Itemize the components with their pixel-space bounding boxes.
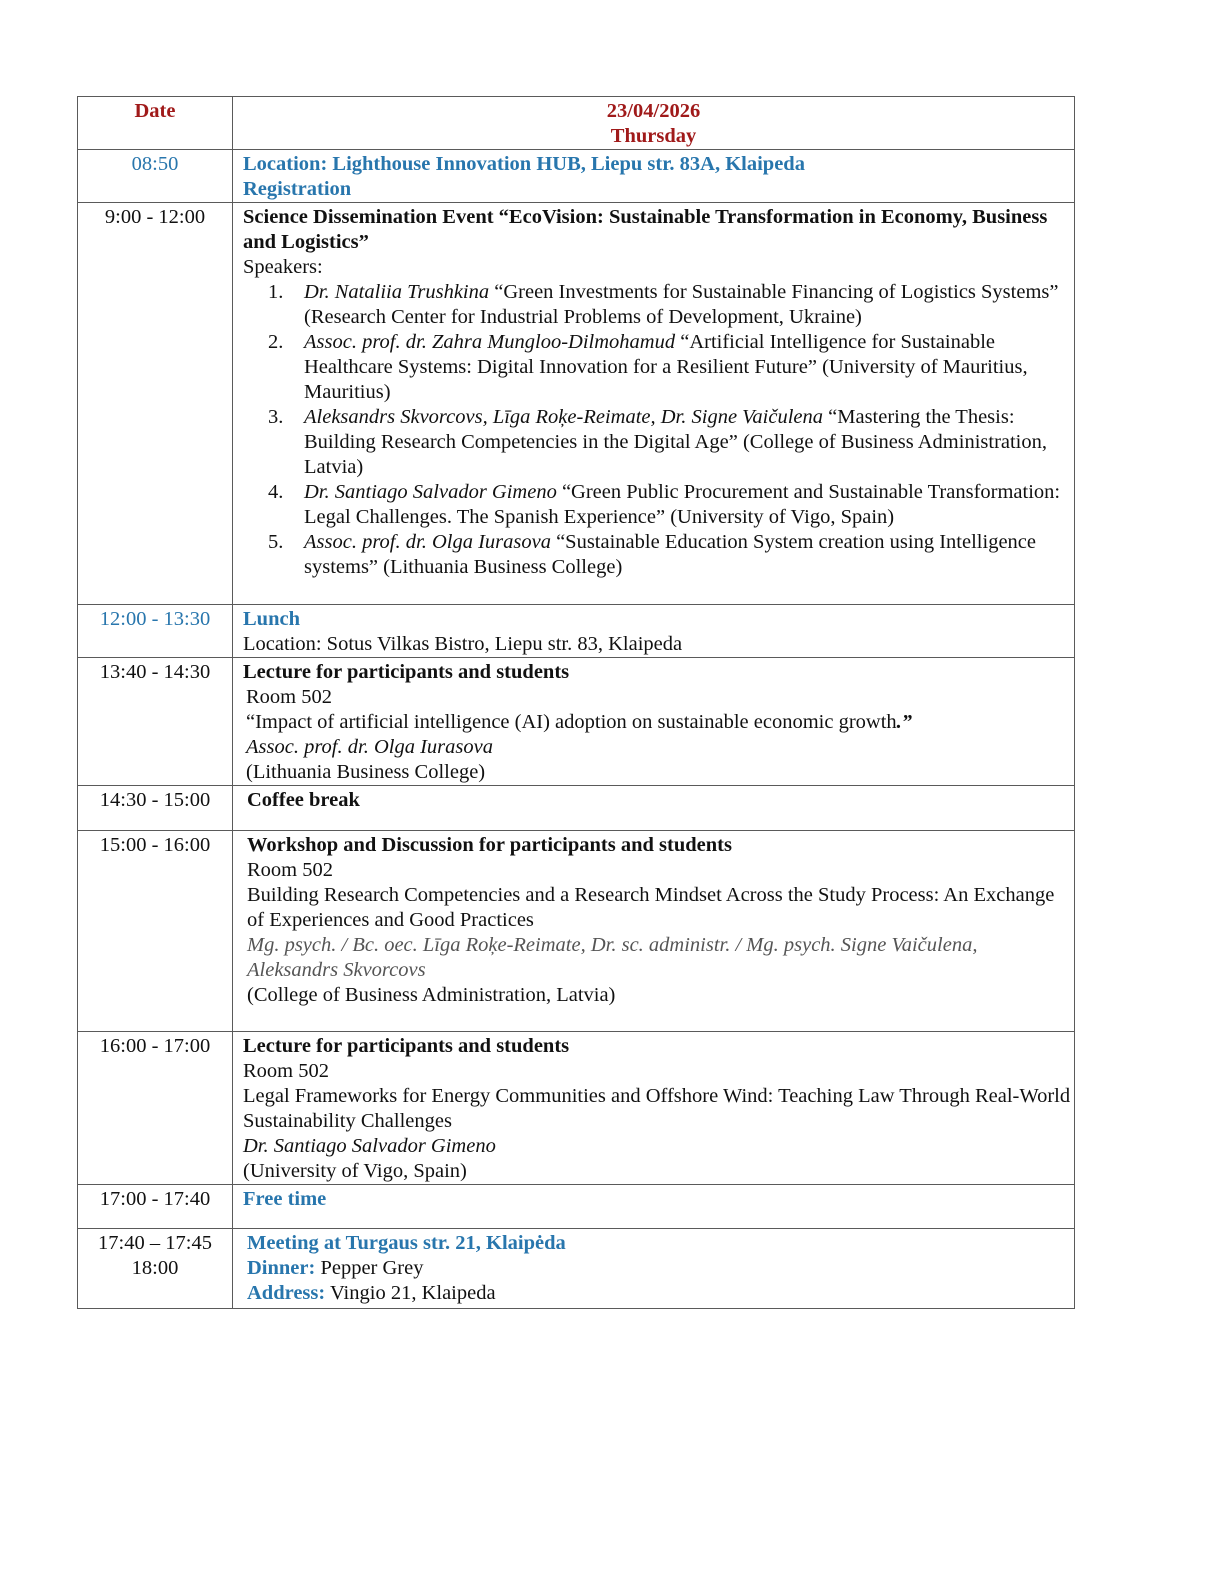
speaker-name: Assoc. prof. dr. Olga Iurasova <box>304 531 551 553</box>
time: 9:00 - 12:00 <box>104 206 206 228</box>
date-cell <box>233 97 1075 150</box>
time-cell <box>78 150 233 203</box>
time: 17:40 – 17:45 <box>98 1232 212 1254</box>
table-row <box>78 150 1075 203</box>
table-row <box>78 203 1075 605</box>
coffee-title: Coffee break <box>247 789 360 811</box>
lecture-topic <box>246 710 1072 735</box>
speakers-label: Speakers: <box>243 256 323 278</box>
lecture-affiliation: (Lithuania Business College) <box>246 761 486 783</box>
room: Room 502 <box>243 1060 329 1082</box>
topic-text: “Impact of artificial intelligence (AI) adoption on sustainable economic growth <box>246 711 897 733</box>
workshop-topic: Building Research Competencies and a Research Mindset Across the Study Process: An Exchange of Experiences and Good Practices <box>247 884 1055 931</box>
time-cell <box>78 605 233 658</box>
free-time-title: Free time <box>243 1188 327 1210</box>
dinner-line <box>247 1256 1072 1281</box>
registration-location: Location: Lighthouse Innovation HUB, Liepu str. 83A, Klaipeda <box>243 153 805 175</box>
address-line <box>247 1281 1072 1306</box>
date-label-cell <box>78 97 233 150</box>
content-cell <box>233 1229 1075 1309</box>
table-row <box>78 605 1075 658</box>
lecture-title: Lecture for participants and students <box>243 661 570 683</box>
list-item <box>243 330 1072 405</box>
content-cell <box>233 786 1075 831</box>
lecture-affiliation: (University of Vigo, Spain) <box>243 1160 467 1182</box>
content-cell <box>233 1185 1075 1229</box>
lunch-title: Lunch <box>243 608 300 630</box>
talk-title: “Green Investments for Sustainable Financing of Logistics Systems” (Research Center for Industrial Problems of Development, Ukraine) <box>304 281 1059 328</box>
lecture-speaker: Dr. Santiago Salvador Gimeno <box>243 1135 496 1157</box>
list-number: 1. <box>268 281 284 303</box>
talk-title: “Artificial Intelligence for Sustainable Healthcare Systems: Digital Innovation for a Resilient Future” (University of Mauritius, Mauritius) <box>304 331 1028 403</box>
list-number: 2. <box>268 331 284 353</box>
time: 12:00 - 13:30 <box>99 608 211 630</box>
speaker-name: Dr. Nataliia Trushkina <box>304 281 490 303</box>
room: Room 502 <box>247 859 333 881</box>
time: 14:30 - 15:00 <box>99 789 211 811</box>
header-row <box>78 97 1075 150</box>
time: 16:00 - 17:00 <box>99 1035 211 1057</box>
table-row <box>78 658 1075 786</box>
content-cell <box>233 203 1075 605</box>
weekday: Thursday <box>610 125 697 147</box>
time-2: 18:00 <box>131 1257 179 1279</box>
schedule-table <box>77 96 1075 1309</box>
time-cell <box>78 1185 233 1229</box>
table-row <box>78 786 1075 831</box>
list-number: 4. <box>268 481 284 503</box>
table-row <box>78 1185 1075 1229</box>
address-label: Address: <box>247 1282 326 1304</box>
workshop-speakers: Mg. psych. / Bc. oec. Līga Roķe-Reimate, Dr. sc. administr. / Mg. psych. Signe Vaičulena, Aleksandrs Skvorcovs <box>247 934 978 981</box>
date-label: Date <box>134 100 176 122</box>
lecture-topic: Legal Frameworks for Energy Communities and Offshore Wind: Teaching Law Through Real-World Sustainability Challenges <box>243 1085 1071 1132</box>
speaker-list <box>243 280 1072 580</box>
table-row <box>78 831 1075 1032</box>
content-cell <box>233 831 1075 1032</box>
content-cell <box>233 658 1075 786</box>
time-cell <box>78 203 233 605</box>
time-cell <box>78 658 233 786</box>
list-item <box>243 405 1072 480</box>
table-row <box>78 1032 1075 1185</box>
lecture-speaker: Assoc. prof. dr. Olga Iurasova <box>246 736 493 758</box>
date-value: 23/04/2026 <box>606 100 701 122</box>
dinner-label: Dinner: <box>247 1257 316 1279</box>
lunch-location: Location: Sotus Vilkas Bistro, Liepu str. 83, Klaipeda <box>243 633 683 655</box>
meeting-point: Meeting at Turgaus str. 21, Klaipėda <box>247 1232 566 1254</box>
content-cell <box>233 150 1075 203</box>
room: Room 502 <box>246 686 332 708</box>
registration-title: Registration <box>243 178 352 200</box>
speaker-name: Aleksandrs Skvorcovs, Līga Roķe-Reimate, Dr. Signe Vaičulena <box>304 406 824 428</box>
workshop-affiliation: (College of Business Administration, Latvia) <box>247 984 616 1006</box>
list-item <box>243 480 1072 530</box>
talk-title: “Green Public Procurement and Sustainable Transformation: Legal Challenges. The Spanish Experience” (University of Vigo, Spain) <box>304 481 1061 528</box>
list-number: 3. <box>268 406 284 428</box>
time: 08:50 <box>131 153 179 175</box>
list-item <box>243 280 1072 330</box>
time-cell <box>78 786 233 831</box>
event-title: Science Dissemination Event “EcoVision: Sustainable Transformation in Economy, Business and Logistics” <box>243 206 1048 253</box>
time-cell <box>78 1032 233 1185</box>
table-row <box>78 1229 1075 1309</box>
talk-title: “Mastering the Thesis: Building Research Competencies in the Digital Age” (College of Business Administration, Latvia) <box>304 406 1048 478</box>
time-cell <box>78 831 233 1032</box>
list-item <box>243 530 1072 580</box>
content-cell <box>233 605 1075 658</box>
talk-title: “Sustainable Education System creation using Intelligence systems” (Lithuania Business College) <box>304 531 1036 578</box>
time: 15:00 - 16:00 <box>99 834 211 856</box>
time: 17:00 - 17:40 <box>99 1188 211 1210</box>
time-cell <box>78 1229 233 1309</box>
time: 13:40 - 14:30 <box>99 661 211 683</box>
topic-end: .” <box>896 711 913 733</box>
speaker-name: Dr. Santiago Salvador Gimeno <box>304 481 557 503</box>
workshop-title: Workshop and Discussion for participants and students <box>247 834 732 856</box>
address-value: Vingio 21, Klaipeda <box>325 1282 496 1304</box>
speaker-name: Assoc. prof. dr. Zahra Mungloo-Dilmohamud <box>304 331 676 353</box>
lecture-title: Lecture for participants and students <box>243 1035 570 1057</box>
list-number: 5. <box>268 531 284 553</box>
dinner-value: Pepper Grey <box>315 1257 424 1279</box>
content-cell <box>233 1032 1075 1185</box>
